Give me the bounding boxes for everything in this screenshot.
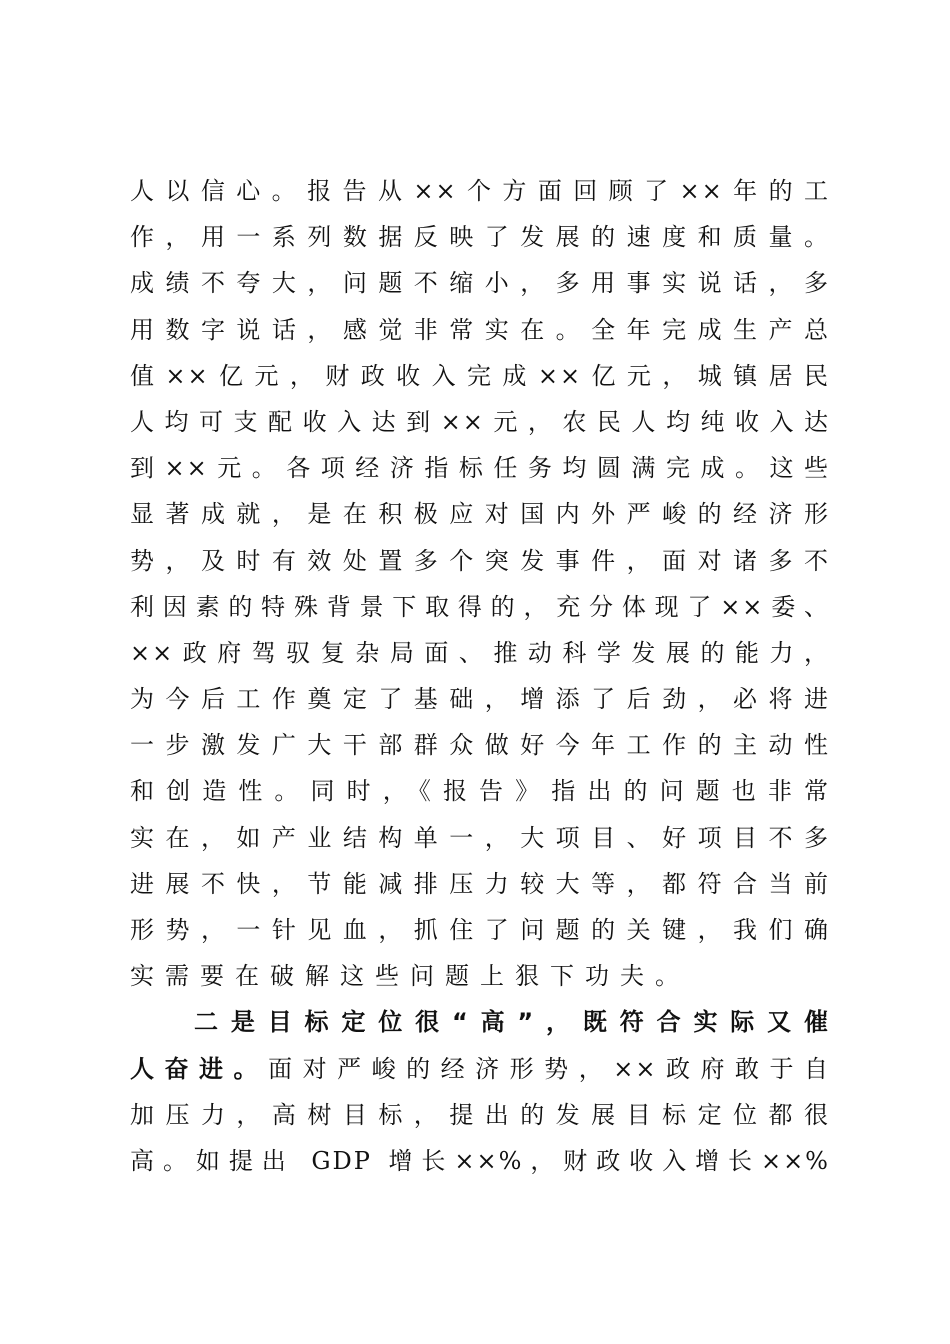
- body-text: [130, 168, 830, 1184]
- section-heading: 二是目标定位很“高”，既符合实际又催: [194, 1008, 830, 1037]
- text-line: 形势，一针见血，抓住了问题的关键，我们确: [130, 916, 830, 944]
- text-line: 人以信心。报告从××个方面回顾了××年的工: [130, 177, 830, 205]
- text-line: 利因素的特殊背景下取得的，充分体现了××委、: [130, 592, 830, 621]
- text-line: 为今后工作奠定了基础，增添了后劲，必将进: [130, 685, 830, 714]
- section-heading-end: 人奋进。: [130, 1054, 269, 1083]
- text-line: 高。如提出 GDP 增长××%，财政收入增长××%: [130, 1146, 830, 1175]
- text-line: ××政府驾驭复杂局面、推动科学发展的能力，: [130, 638, 830, 667]
- text-line: 和创造性。同时，《报告》指出的问题也非常: [130, 777, 830, 806]
- text-line: 显著成就，是在积极应对国内外严峻的经济形: [130, 500, 830, 529]
- text-line: 加压力，高树目标，提出的发展目标定位都很: [130, 1100, 830, 1129]
- text-line: 进展不快，节能减排压力较大等，都符合当前: [130, 869, 830, 898]
- text-line: 势，及时有效处置多个突发事件，面对诸多不: [130, 546, 830, 575]
- text-line: 一步激发广大干部群众做好今年工作的主动性: [130, 731, 830, 760]
- text-line: 实在，如产业结构单一，大项目、好项目不多: [130, 823, 830, 852]
- text-line: 值××亿元，财政收入完成××亿元，城镇居民: [130, 361, 830, 390]
- text-line: 用数字说话，感觉非常实在。全年完成生产总: [130, 315, 830, 344]
- heading-continuation-line: [130, 1046, 830, 1092]
- text-line: 到××元。各项经济指标任务均圆满完成。这些: [130, 454, 830, 483]
- paragraph-last-line: 实需要在破解这些问题上狠下功夫。: [130, 962, 690, 991]
- text-line: 成绩不夸大，问题不缩小，多用事实说话，多: [130, 269, 830, 298]
- text-line: 人均可支配收入达到××元，农民人均纯收入达: [130, 407, 830, 436]
- text-line: 作，用一系列数据反映了发展的速度和质量。: [130, 223, 830, 252]
- text-span: 面对严峻的经济形势，××政府敢于自: [268, 1054, 831, 1083]
